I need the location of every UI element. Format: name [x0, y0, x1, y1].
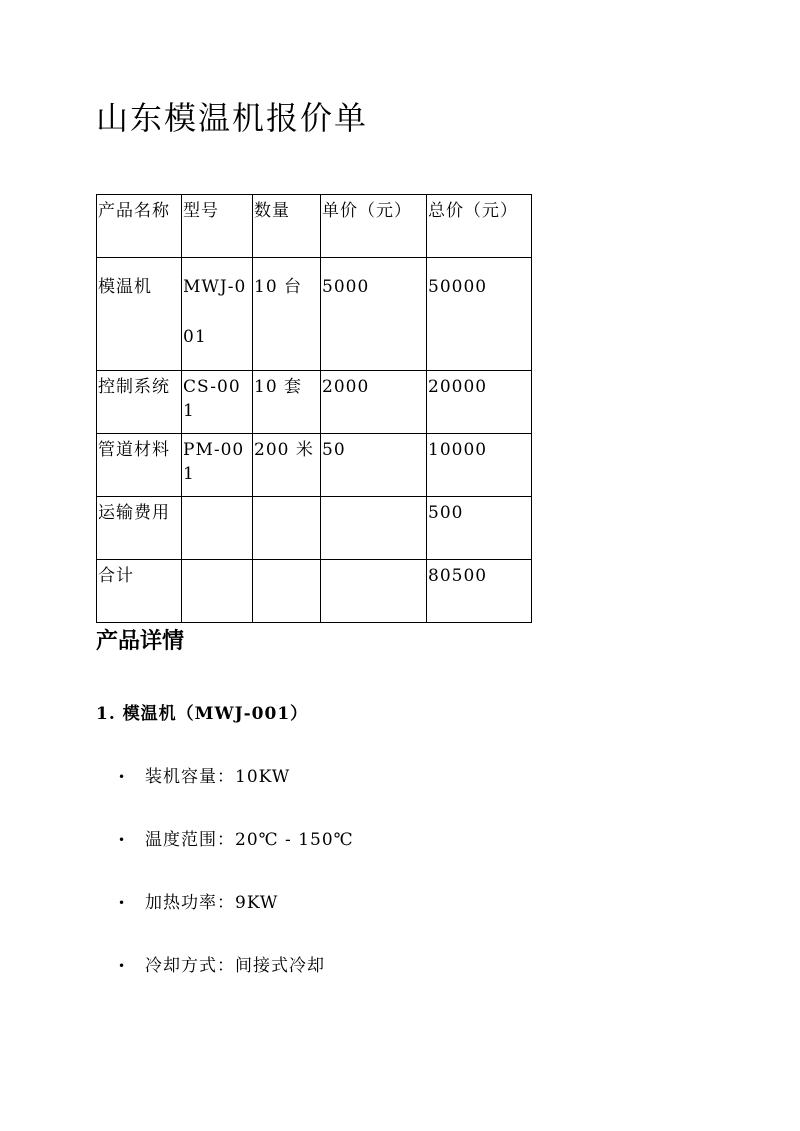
section-heading-product-details: 产品详情	[96, 628, 185, 654]
header-cell-total-price: 总价（元）	[427, 195, 532, 258]
table-row	[97, 434, 532, 497]
page-title: 山东模温机报价单	[96, 99, 369, 137]
list-item	[118, 825, 354, 888]
table-row	[97, 258, 532, 371]
table-cell: PM-001	[182, 434, 253, 497]
header-cell-model: 型号	[182, 195, 253, 258]
table-cell: 20000	[427, 371, 532, 434]
header-cell-unit-price: 单价（元）	[321, 195, 427, 258]
spec-text: 装机容量：10KW	[145, 767, 291, 787]
table-cell: 10 套	[253, 371, 321, 434]
table-row	[97, 371, 532, 434]
header-cell-quantity: 数量	[253, 195, 321, 258]
table-cell: 2000	[321, 371, 427, 434]
table-cell: 50000	[427, 258, 532, 371]
table-cell: 控制系统	[97, 371, 182, 434]
table-row	[97, 560, 532, 623]
table-cell	[321, 497, 427, 560]
table-cell: 运输费用	[97, 497, 182, 560]
spec-text: 冷却方式：间接式冷却	[145, 956, 325, 976]
table-cell: 管道材料	[97, 434, 182, 497]
spec-list	[118, 762, 354, 1014]
table-cell: 500	[427, 497, 532, 560]
spec-text: 加热功率：9KW	[145, 893, 279, 913]
table-cell: 5000	[321, 258, 427, 371]
list-item	[118, 951, 354, 1014]
table-cell: MWJ-001	[182, 258, 253, 371]
table-cell	[321, 560, 427, 623]
table-cell	[253, 497, 321, 560]
table-cell	[182, 497, 253, 560]
list-item	[118, 888, 354, 951]
table-cell	[182, 560, 253, 623]
bullet-icon: •	[118, 770, 127, 784]
table-cell: 模温机	[97, 258, 182, 371]
table-cell: 200 米	[253, 434, 321, 497]
table-cell: 合计	[97, 560, 182, 623]
quote-table	[96, 194, 532, 623]
table-cell: 10000	[427, 434, 532, 497]
table-cell: 50	[321, 434, 427, 497]
table-cell	[253, 560, 321, 623]
bullet-icon: •	[118, 959, 127, 973]
spec-text: 温度范围：20℃ - 150℃	[145, 830, 354, 850]
bullet-icon: •	[118, 896, 127, 910]
table-cell: 10 台	[253, 258, 321, 371]
header-cell-product-name: 产品名称	[97, 195, 182, 258]
table-header-row	[97, 195, 532, 258]
list-item	[118, 762, 354, 825]
item-heading: 1. 模温机（MWJ-001）	[96, 704, 309, 724]
bullet-icon: •	[118, 833, 127, 847]
table-cell: 80500	[427, 560, 532, 623]
table-cell: CS-001	[182, 371, 253, 434]
table-row	[97, 497, 532, 560]
